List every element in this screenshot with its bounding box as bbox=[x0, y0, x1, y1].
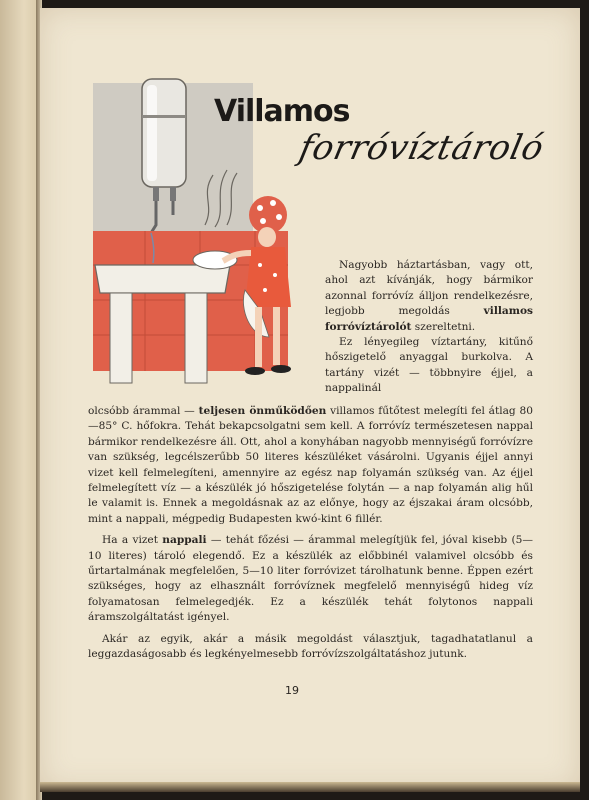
bold-run: villamos forróvíztárolót bbox=[325, 305, 533, 333]
paragraph-1 bbox=[325, 258, 533, 335]
right-column-text bbox=[325, 258, 533, 397]
text-run: szereltetni. bbox=[411, 320, 476, 333]
left-page-edge bbox=[0, 0, 40, 800]
title-word-villamos: Villamos bbox=[214, 94, 350, 129]
bold-run: teljesen önműködően bbox=[198, 405, 327, 417]
text-run: olcsóbb árammal — bbox=[88, 405, 199, 417]
text-run: villamos fűtőtest melegíti fel átlag 80—85° C. hőfokra. Tehát bekapcsolgatni sem kell. A forróvíz természetesen nappal bármikor rendelkezésre áll. Ott, ahol a konyhában nagyobb mennyiségű forróvízre van szükség, legcélszerűbb 50 literes készüléket vásárolni. Ugyanis éjjel annyi vizet kell felmelegíteni, amennyire az egész nap folyamán szükség van. Az éjjel felmelegített víz — a készülék jó hőszigetelése folytán — a nap folyamán alig hűl le valamit is. Ennek a megoldásnak az az előnye, hogy az éjszakai áram olcsóbb, mint a nappali, mégpedig Budapesten kwó-kint 6 fillér. bbox=[88, 405, 533, 525]
body-text bbox=[88, 404, 533, 663]
text-run: — tehát főzési — árammal melegítjük fel, jóval kisebb (5—10 literes) tároló elegendő. Ez a készülék az előbbinél valamivel olcsóbb és űrtartalmának megfelelően, 5—10 liter forróvizet tárolhatunk benne. Éppen ezért szükséges, hogy az elhasznált forróvíznek megfelelő mennyiségű hideg víz folyamatosan felmelegedjék. Ez a készülék tehát folytonos nappali áramszolgáltatást igényel. bbox=[88, 534, 533, 624]
page-bottom-edge bbox=[40, 782, 580, 792]
paragraph-3 bbox=[88, 404, 533, 527]
text-run: Nagyobb háztartásban, vagy ott, ahol azt kívánják, hogy bármikor azonnal forróvíz álljon rendelkezésre, legjobb megoldás bbox=[325, 259, 533, 318]
text-run: Akár az egyik, akár a másik megoldást választjuk, tagadhatatlanul a leggazdaságosabb és legkényelmesebb forróvízszolgáltatáshoz jutunk. bbox=[88, 632, 533, 661]
paragraph-4 bbox=[88, 533, 533, 625]
text-run: Ha a vizet bbox=[102, 534, 163, 547]
paragraph-2: Ez lényegileg víztartány, kitűnő hőszigetelő anyaggal burkolva. A tartány vizét — többnyire éjjel, a nappalinál bbox=[325, 336, 533, 395]
bold-run: nappali bbox=[162, 534, 207, 547]
paragraph-5 bbox=[88, 632, 533, 663]
title-word-forrovizaarolo: forróvíztároló bbox=[295, 128, 548, 168]
page-number: 19 bbox=[285, 684, 299, 697]
